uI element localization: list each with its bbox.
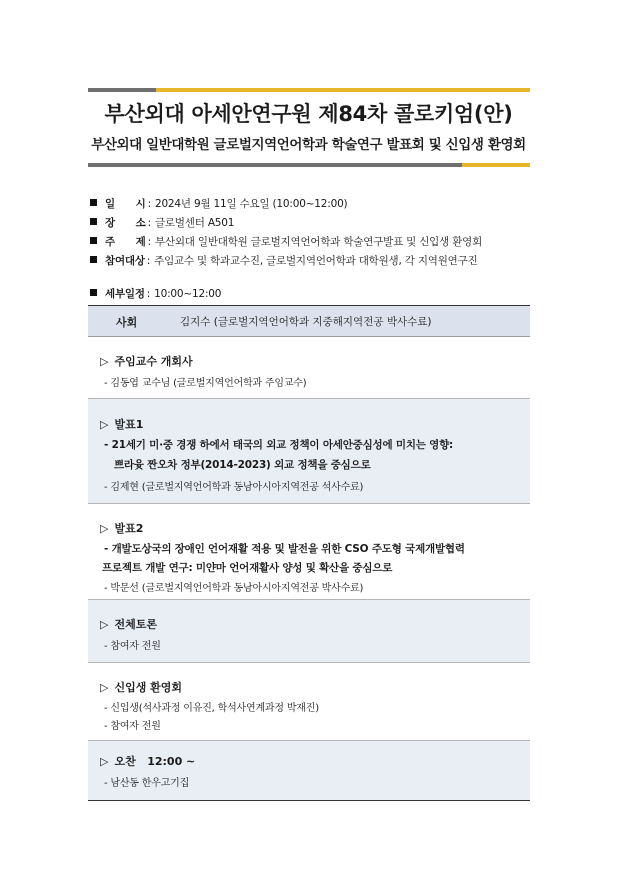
info-date: 일 시 : 2024년 9월 11일 수요일 (10:00~12:00) (90, 196, 347, 211)
square-bullet-icon (90, 199, 97, 206)
bottom-decorative-bar (88, 163, 530, 167)
section-lunch: ▷ 오찬 12:00 ~ - 남산동 한우고기집 (88, 741, 530, 801)
page-subtitle: 부산외대 일반대학원 글로벌지역언어학과 학술연구 발표회 및 신입생 환영회 (91, 137, 526, 153)
info-participants: 참여대상 : 주임교수 및 학과교수진, 글로벌지역언어학과 대학원생, 각 지역원연구진 (90, 253, 478, 268)
top-decorative-bar (88, 88, 530, 92)
square-bullet-icon (90, 218, 97, 225)
host-label: 사회 (116, 316, 138, 329)
info-place: 장 소 : 글로벌센터 A501 (90, 215, 234, 230)
triangle-bullet-icon: ▷ (100, 355, 109, 368)
triangle-bullet-icon: ▷ (100, 618, 109, 631)
triangle-bullet-icon: ▷ (100, 755, 109, 768)
schedule-table (88, 305, 530, 801)
section-presentation-2: ▷ 발표2 - 개발도상국의 장애인 언어재활 적용 및 발전을 위한 CSO 주도형 국제개발협력 프로젝트 개발 연구: 미얀마 언어재활사 양성 및 확산을 중심으로 - 박문선 (글로벌지역언어학과 동남아시아지역전공 박사수료) (88, 504, 530, 600)
host-row (88, 305, 530, 337)
info-topic: 주 제 : 부산외대 일반대학원 글로벌지역언어학과 학술연구발표 및 신입생 환영회 (90, 234, 482, 249)
square-bullet-icon (90, 289, 97, 296)
section-presentation-1: ▷ 발표1 - 21세기 미·중 경쟁 하에서 태국의 외교 정책이 아세안중심성에 미치는 영향: 쁘라윳 짠오차 정부(2014-2023) 외교 정책을 중심으로 - 김제현 (글로벌지역언어학과 동남아시아지역전공 석사수료) (88, 399, 530, 504)
page-title: 부산외대 아세안연구원 제84차 콜로키엄(안) (104, 102, 513, 126)
section-opening-remarks: ▷ 주임교수 개회사 - 김동엽 교수님 (글로벌지역언어학과 주임교수) (88, 337, 530, 399)
section-freshmen-welcome: ▷ 신입생 환영회 - 신입생(석사과정 이유진, 학석사연계과정 박재진) - 참여자 전원 (88, 663, 530, 741)
square-bullet-icon (90, 237, 97, 244)
info-schedule: 세부일정 : 10:00~12:00 (90, 286, 221, 301)
section-general-discussion: ▷ 전체토론 - 참여자 전원 (88, 600, 530, 663)
triangle-bullet-icon: ▷ (100, 418, 109, 431)
triangle-bullet-icon: ▷ (100, 522, 109, 535)
square-bullet-icon (90, 256, 97, 263)
host-value: 김지수 (글로벌지역언어학과 지중해지역전공 박사수료) (180, 316, 432, 328)
triangle-bullet-icon: ▷ (100, 681, 109, 694)
